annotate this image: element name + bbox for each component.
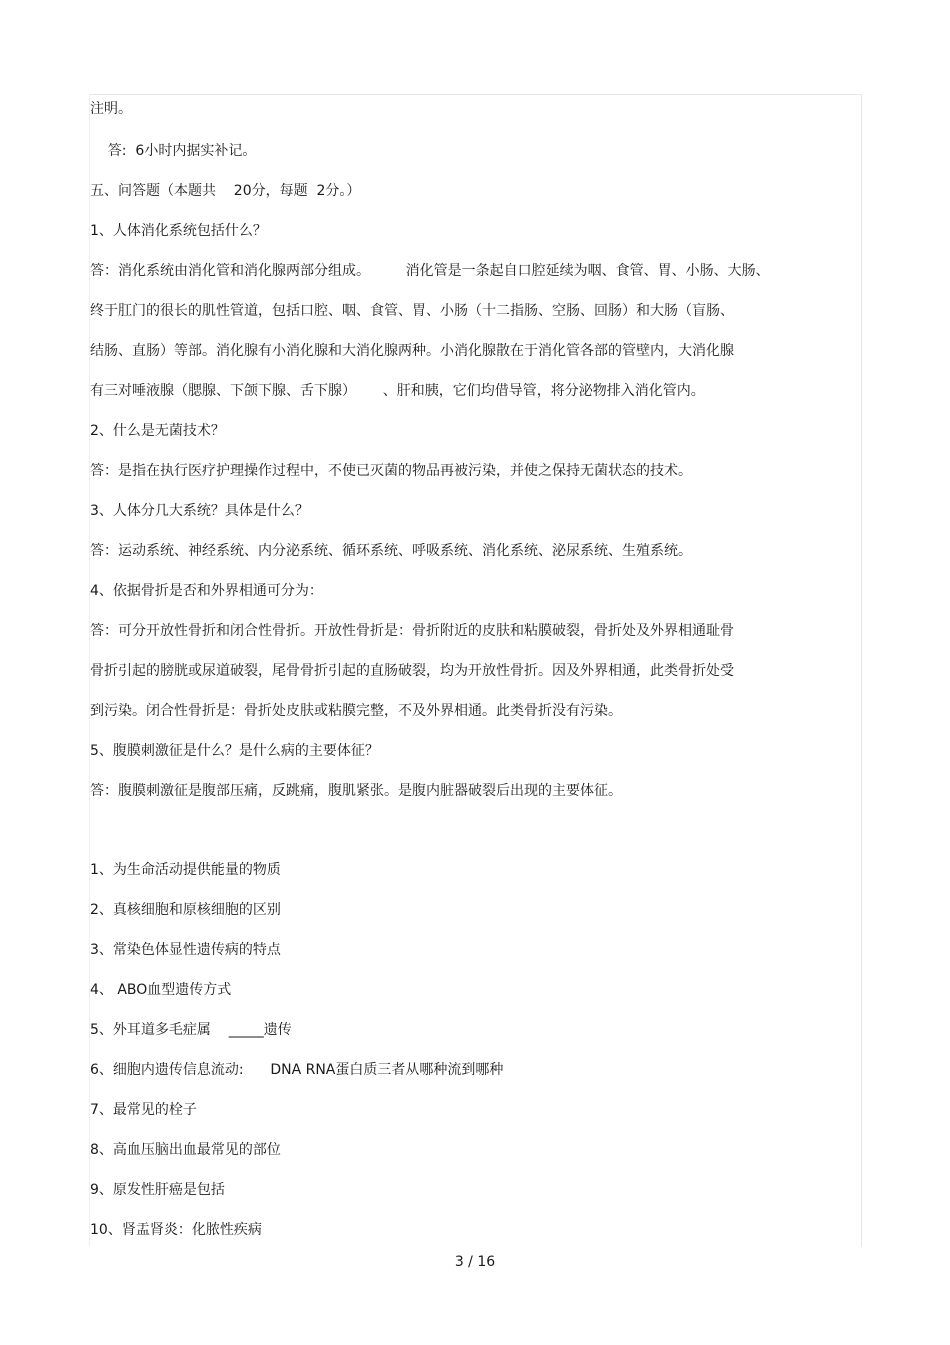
text-line: 答: 6小时内据实补记。: [90, 143, 257, 159]
page-number: 3 / 16: [454, 1254, 496, 1270]
answer-line: 骨折引起的膀胱或尿道破裂，尾骨骨折引起的直肠破裂，均为开放性骨折。因及外界相通，此类骨折处受: [90, 663, 734, 679]
answer-line: 到污染。闭合性骨折是：骨折处皮肤或粘膜完整，不及外界相通。此类骨折没有污染。: [90, 703, 622, 719]
list-item: 4、 ABO血型遗传方式: [90, 982, 232, 998]
question-line: 2、什么是无菌技术？: [90, 423, 225, 439]
answer-line: 终于肛门的很长的肌性管道，包括口腔、咽、食管、胃、小肠（十二指肠、空肠、回肠）和大肠（盲肠、: [90, 303, 734, 319]
list-item: 5、外耳道多毛症属 _____遗传: [90, 1022, 292, 1038]
text-line: 注明。: [90, 101, 132, 117]
question-line: 5、腹膜刺激征是什么？是什么病的主要体征？: [90, 743, 379, 759]
list-item: 2、真核细胞和原核细胞的区别: [90, 902, 281, 918]
list-item: 3、常染色体显性遗传病的特点: [90, 942, 281, 958]
answer-line: 答：可分开放性骨折和闭合性骨折。开放性骨折是：骨折附近的皮肤和粘膜破裂，骨折处及外界相通耻骨: [90, 623, 734, 639]
section-heading: 五、问答题（本题共 20分，每题 2分。）: [90, 183, 361, 199]
question-line: 1、人体消化系统包括什么？: [90, 223, 267, 239]
answer-line: 答：消化系统由消化管和消化腺两部分组成。 消化管是一条起自口腔延续为咽、食管、胃、小肠、大肠、: [90, 263, 770, 279]
answer-line: 答：腹膜刺激征是腹部压痛，反跳痛，腹肌紧张。是腹内脏器破裂后出现的主要体征。: [90, 783, 622, 799]
list-item: 1、为生命活动提供能量的物质: [90, 862, 281, 878]
list-item: 8、高血压脑出血最常见的部位: [90, 1142, 281, 1158]
answer-line: 有三对唾液腺（腮腺、下颌下腺、舌下腺） 、肝和胰，它们均借导管，将分泌物排入消化管内。: [90, 383, 705, 399]
list-item: 6、细胞内遗传信息流动: DNA RNA蛋白质三者从哪种流到哪种: [90, 1062, 504, 1078]
list-item: 9、原发性肝癌是包括: [90, 1182, 225, 1198]
question-line: 3、人体分几大系统？具体是什么？: [90, 503, 309, 519]
answer-line: 答：运动系统、神经系统、内分泌系统、循环系统、呼吸系统、消化系统、泌尿系统、生殖系统。: [90, 543, 692, 559]
list-item: 7、最常见的栓子: [90, 1102, 197, 1118]
answer-line: 结肠、直肠）等部。消化腺有小消化腺和大消化腺两种。小消化腺散在于消化管各部的管壁内，大消化腺: [90, 343, 734, 359]
question-line: 4、依据骨折是否和外界相通可分为：: [90, 583, 323, 599]
answer-line: 答：是指在执行医疗护理操作过程中，不使已灭菌的物品再被污染，并使之保持无菌状态的技术。: [90, 463, 692, 479]
list-item: 10、肾盂肾炎：化脓性疾病: [90, 1222, 262, 1238]
